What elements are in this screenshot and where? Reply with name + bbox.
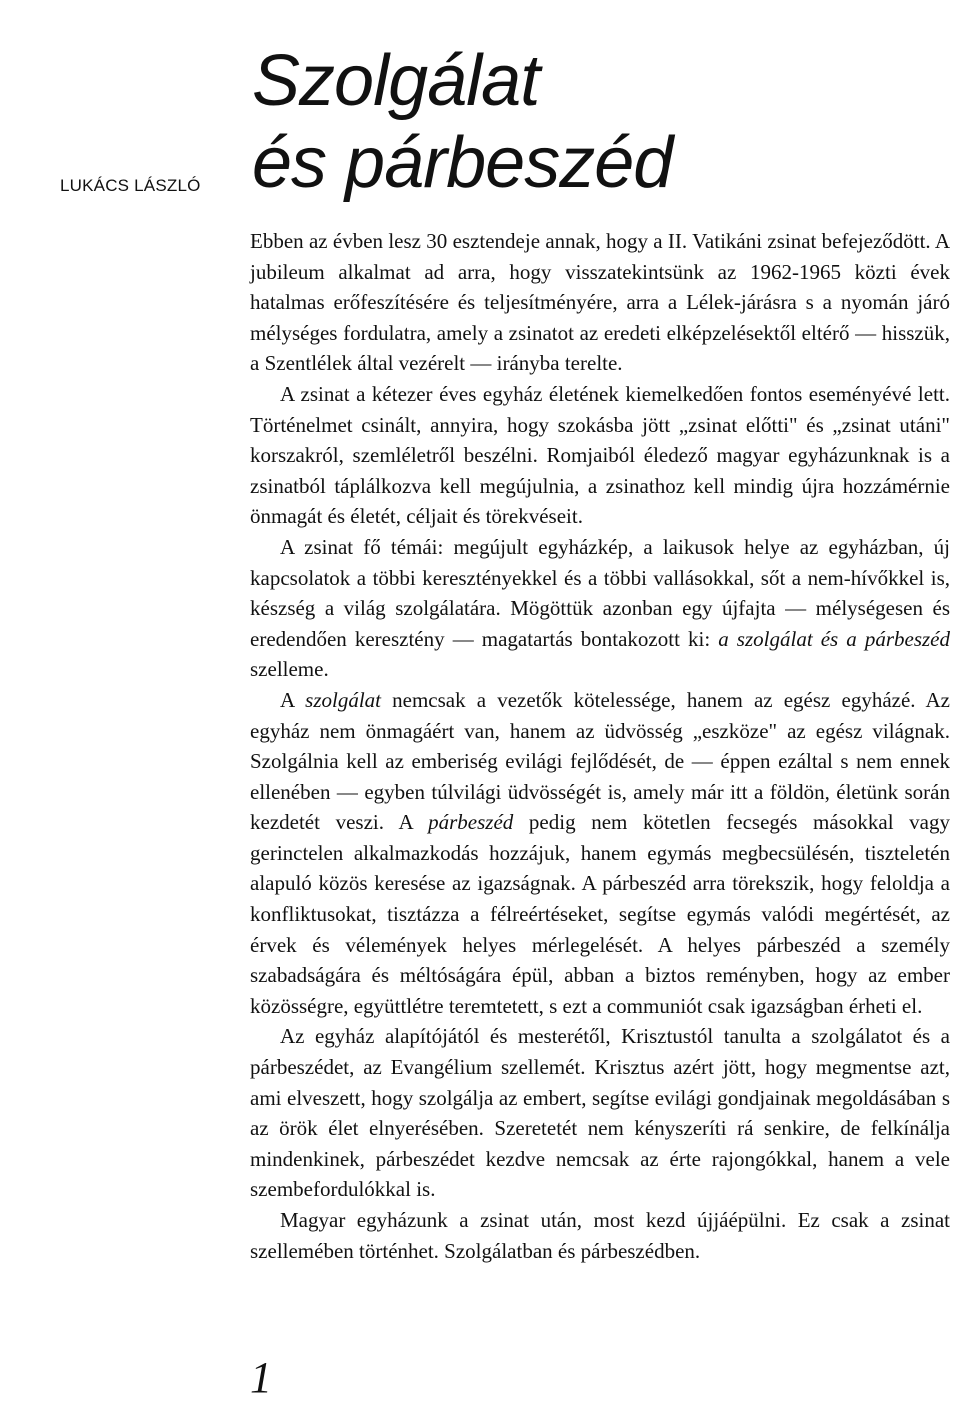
paragraph-4-text-c: pedig nem kötetlen fecsegés másokkal vagy gerinctelen alkalmazkodás hozzájuk, hanem egymás megbecsülésén, tiszteletén alapuló közös keresése az igazságnak. A párbeszéd arra törekszik, hogy feloldja a konfliktusokat, tisztázza a félreértéseket, segítse egymás valódi megértését, az érvek és vélemények helyes mérlegelését. A helyes párbeszéd a személy szabadságára és méltóságára épül, abban a biztos reményben, hogy az ember közösségre, együttlétre teremtetett, s ezt a communiót csak igazságban érheti el. <box>250 810 951 1018</box>
paragraph-3-text-b: szelleme. <box>250 657 329 682</box>
paragraph-4 <box>250 685 950 1022</box>
paragraph-5: Az egyház alapítójától és mesterétől, Krisztustól tanulta a szolgálatot és a párbeszédet, az Evangélium szellemét. Krisztus azért jött, hogy megmentse azt, ami elveszett, hogy szolgálja az embert, segítse evilági gondjainak megoldásában s az örök élet elnyerésében. Szeretetét nem kényszeríti rá senkire, de felkínálja mindenkinek, párbeszédet kezdve nemcsak az érte rajongókkal, hanem a vele szembefordulókkal is. <box>250 1024 950 1202</box>
article-body <box>250 226 950 1266</box>
paragraph-4-italic-2: párbeszéd <box>428 810 514 835</box>
article-title <box>252 40 672 204</box>
paragraph-4-italic-1: szolgálat <box>305 687 382 712</box>
page-number: 1 <box>250 1353 272 1402</box>
paragraph-4-text-a: A <box>280 687 306 712</box>
paragraph-1: Ebben az évben lesz 30 esztendeje annak, hogy a II. Vatikáni zsinat befejeződött. A jubileum alkalmat ad arra, hogy visszatekintsünk az 1962-1965 közti évek hatalmas erőfeszítésére és teljesítményére, arra a Lélek-járásra s a nyomán járó mélységes fordulatra, amely a zsinatot az eredeti elképzelésektől eltérő — hisszük, a Szentlélek által vezérelt — irányba terelte. <box>250 229 950 376</box>
paragraph-6: Magyar egyházunk a zsinat után, most kezd újjáépülni. Ez csak a zsinat szellemében történhet. Szolgálatban és párbeszédben. <box>250 1208 950 1263</box>
paragraph-3-italic: a szolgálat és a párbeszéd <box>718 626 951 651</box>
author-name: LUKÁCS LÁSZLÓ <box>60 176 201 195</box>
title-line-2: és párbeszéd <box>252 123 673 203</box>
paragraph-2: A zsinat a kétezer éves egyház életének kiemelkedően fontos eseményévé lett. Történelmet csinált, annyira, hogy szokásba jött „zsinat előtti" és „zsinat utáni" korszakról, szemléletről beszélni. Romjaiból éledező magyar egyházunknak is a zsinatból táplálkozva kell megújulnia, a zsinathoz kell mindig újra hozzámérnie önmagát és életét, céljait és törekvéseit. <box>250 381 950 529</box>
paragraph-3 <box>250 532 950 685</box>
paragraph-4-text-b: nemcsak a vezetők kötelessége, hanem az egész egyházé. Az egyház nem önmagáért van, hanem az üdvösség „eszköze" az egész világnak. Szolgálnia kell az emberiség evilági fejlődését, de — éppen ezáltal s nem ennek ellenében — egyben túlvilági üdvösségét is, amely már itt a földön, életünk során kezdetét veszi. A <box>250 687 951 835</box>
title-line-1: Szolgálat <box>252 41 540 121</box>
paragraph-3-text-a: A zsinat fő témái: megújult egyházkép, a laikusok helye az egyházban, új kapcsolatok a többi keresztényekkel és a többi vallásokkal, sőt a nem-hívőkkel is, készség a világ szolgálatára. Mögöttük azonban egy újfajta — mélységesen és eredendően keresztény — magatartás bontakozott ki: <box>250 534 950 651</box>
